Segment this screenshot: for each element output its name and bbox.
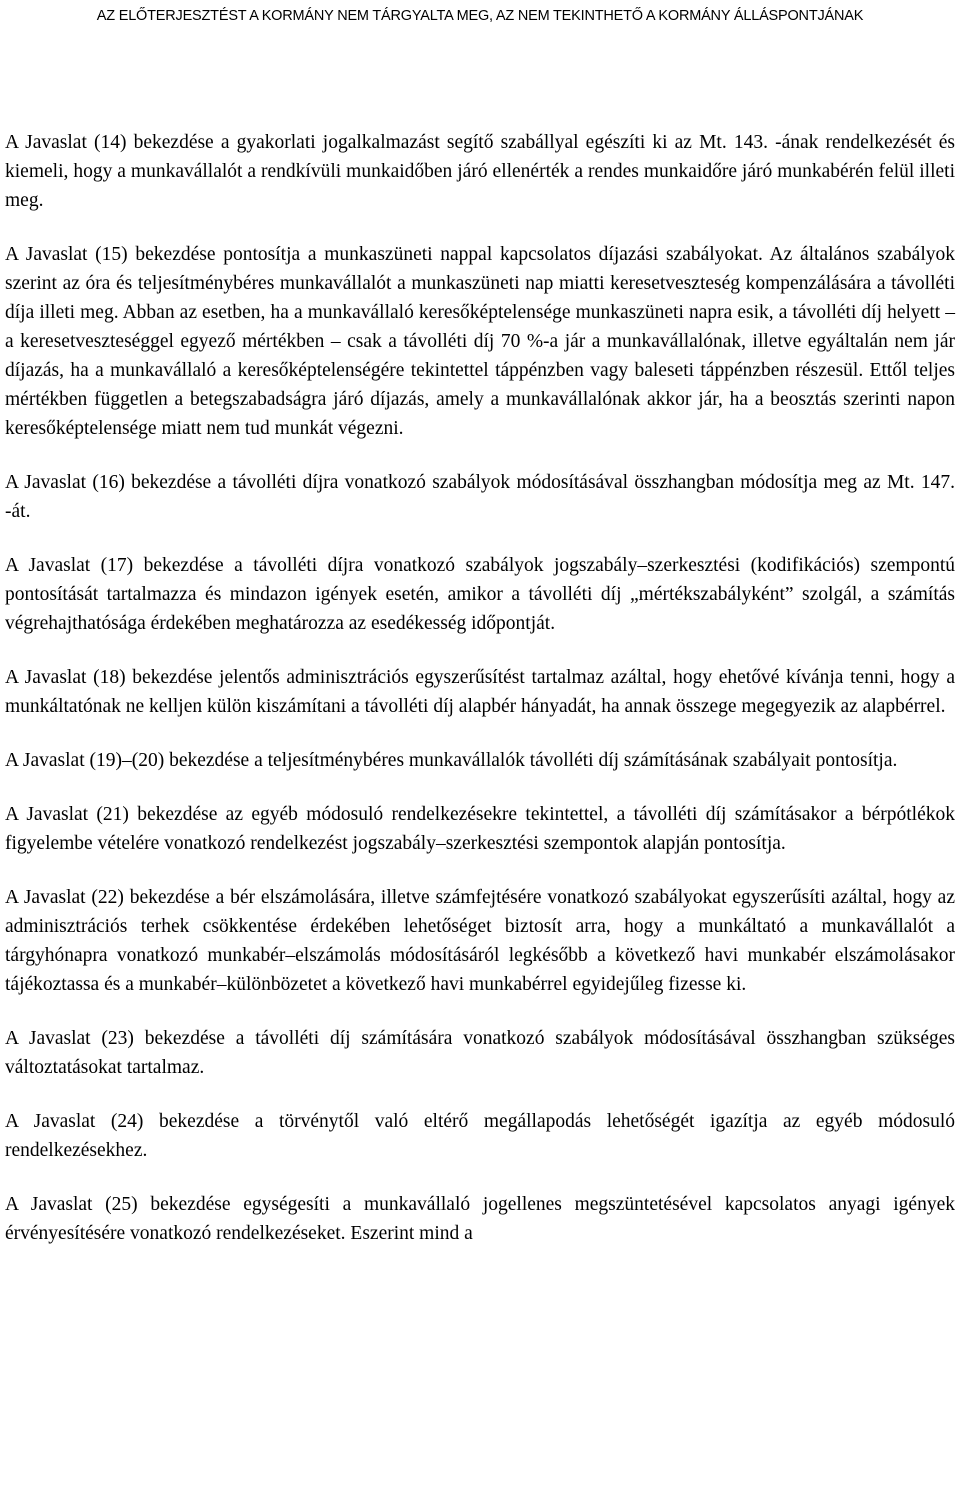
paragraph-22: A Javaslat (22) bekezdése a bér elszámolására, illetve számfejtésére vonatkozó szabályokat egyszerűsíti azáltal, hogy az adminisztrációs terhek csökkentése érdekében lehetőséget biztosít arra, hogy a munkáltató a munkavállalót a tárgyhónapra vonatkozó munkabér–elszámolás módosításáról legkésőbb a következő havi munkabér elszámolásakor tájékoztassa és a munkabér–különbözetet a következő havi munkabérrel egyidejűleg fizesse ki. xyxy=(5,887,955,995)
paragraph-23: A Javaslat (23) bekezdése a távolléti díj számítására vonatkozó szabályok módosításával összhangban szükséges változtatásokat tartalmaz. xyxy=(5,1028,955,1078)
paragraph-17: A Javaslat (17) bekezdése a távolléti díjra vonatkozó szabályok jogszabály–szerkesztési (kodifikációs) szempontú pontosítását tartalmazza és mindazon igények esetén, amikor a távolléti díj „mértékszabályként” szolgál, a számítás végrehajthatósága érdekében meghatározza az esedékesség időpontját. xyxy=(5,555,955,634)
paragraph-15: A Javaslat (15) bekezdése pontosítja a munkaszüneti nappal kapcsolatos díjazási szabályokat. Az általános szabályok szerint az óra és teljesítménybéres munkavállalót a munkaszüneti nap miatti keresetveszteség kompenzálására a távolléti díja illeti meg. Abban az esetben, ha a munkavállaló keresőképtelensége munkaszüneti napra esik, a távolléti díj helyett – a keresetveszteséggel egyező mértékben – csak a távolléti díj 70 %-a jár a munkavállalónak, illetve egyáltalán nem jár díjazás, ha a munkavállaló a keresőképtelenségére tekintettel táppénzben vagy baleseti táppénzben részesül. Ettől teljes mértékben független a betegszabadságra járó díjazás, amely a munkavállalónak akkor jár, ha a beosztás szerinti napon keresőképtelensége miatt nem tud munkát végezni. xyxy=(5,244,955,439)
document-header-banner: AZ ELŐTERJESZTÉST A KORMÁNY NEM TÁRGYALTA MEG, AZ NEM TEKINTHETŐ A KORMÁNY ÁLLÁSPONTJÁNAK xyxy=(96,8,864,24)
paragraph-25: A Javaslat (25) bekezdése egységesíti a munkavállaló jogellenes megszüntetésével kapcsolatos anyagi igények érvényesítésére vonatkozó rendelkezéseket. Eszerint mind a xyxy=(5,1194,955,1244)
paragraph-19-20: A Javaslat (19)–(20) bekezdése a teljesítménybéres munkavállalók távolléti díj számításának szabályait pontosítja. xyxy=(5,750,898,771)
paragraph-18: A Javaslat (18) bekezdése jelentős adminisztrációs egyszerűsítést tartalmaz azáltal, hogy ehetővé kívánja tenni, hogy a munkáltatónak ne kelljen külön kiszámítani a távolléti díj alapbér hányadát, ha annak összege megegyezik az alapbérrel. xyxy=(5,667,955,717)
paragraph-24: A Javaslat (24) bekezdése a törvénytől való eltérő megállapodás lehetőségét igazítja az egyéb módosuló rendelkezésekhez. xyxy=(5,1111,955,1161)
paragraph-14: A Javaslat (14) bekezdése a gyakorlati jogalkalmazást segítő szabállyal egészíti ki az Mt. 143. -ának rendelkezését és kiemeli, hogy a munkavállalót a rendkívüli munkaidőben járó ellenérték a rendes munkaidőre járó munkabérén felül illeti meg. xyxy=(5,132,955,211)
document-body xyxy=(5,128,955,1248)
paragraph-16: A Javaslat (16) bekezdése a távolléti díjra vonatkozó szabályok módosításával összhangban módosítja meg az Mt. 147. -át. xyxy=(5,472,955,522)
paragraph-21: A Javaslat (21) bekezdése az egyéb módosuló rendelkezésekre tekintettel, a távolléti díj számításakor a bérpótlékok figyelembe vételére vonatkozó rendelkezést jogszabály–szerkesztési szempontok alapján pontosítja. xyxy=(5,804,955,854)
